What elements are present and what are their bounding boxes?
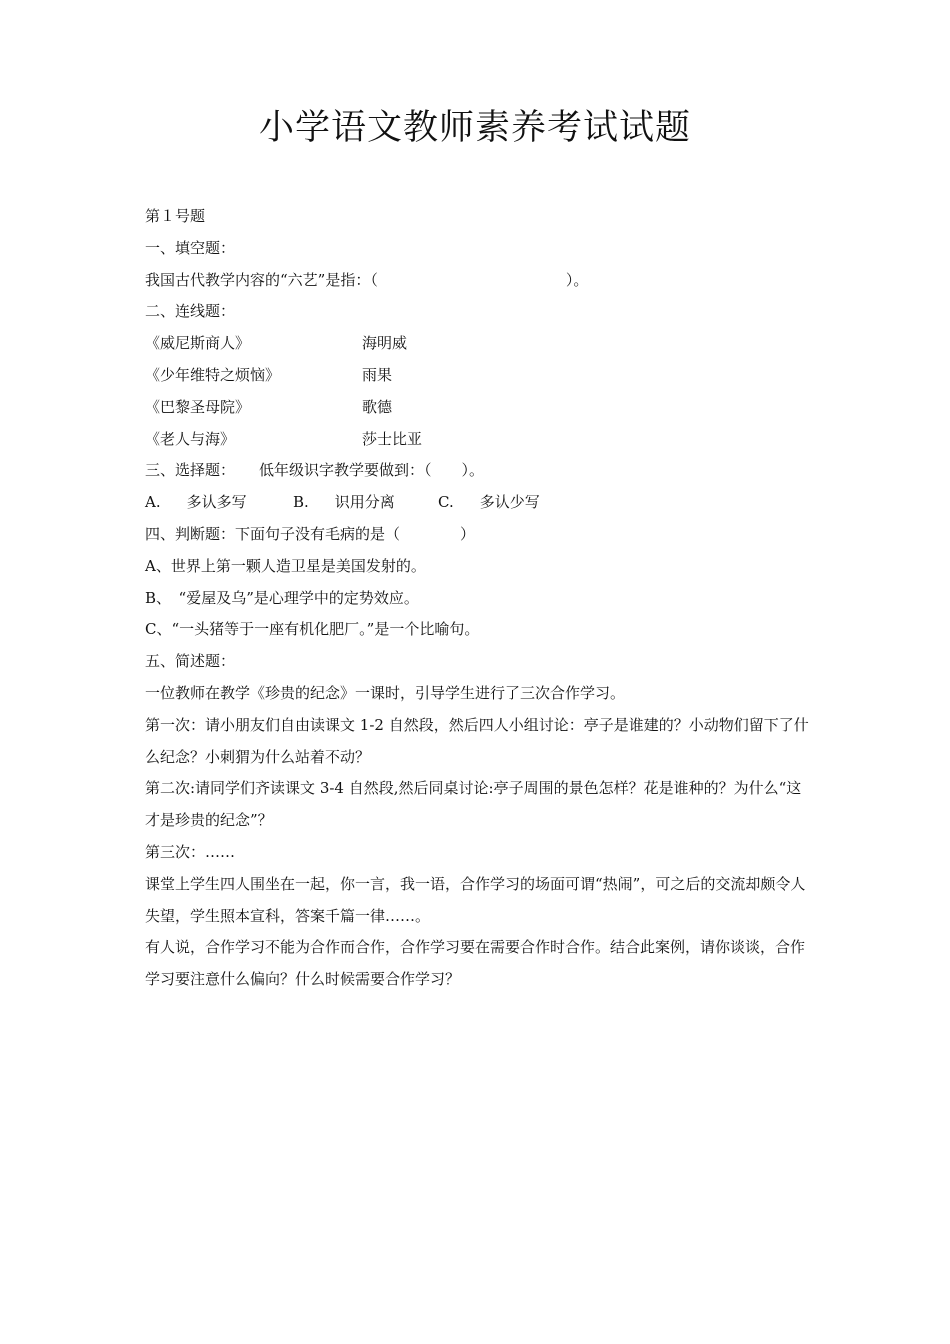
choice-option [293,487,438,519]
case-paragraph: 第二次:请同学们齐读课文 3-4 自然段,然后同桌讨论:亭子周围的景色怎样？花是谁种的？为什么“这才是珍贵的纪念”？ [145,779,802,830]
choice-heading: 三、选择题： [145,461,236,480]
choice-question-text: 低年级识字教学要做到：（ ）。 [259,461,485,480]
matching-heading: 二、连线题： [145,302,236,321]
matching-author: 雨果 [362,365,393,384]
matching-row [145,360,815,392]
matching-author: 莎士比亚 [362,429,423,448]
choice-options [145,487,815,519]
choice-option-letter: B. [293,493,309,512]
judge-option: C、“一头猪等于一座有机化肥厂。”是一个比喻句。 [145,620,480,639]
fill-blank-heading: 一、填空题： [145,238,236,257]
question-number: 第１号题 [145,207,206,225]
exam-body [145,201,815,996]
choice-option [145,487,293,519]
choice-option-letter: A. [145,493,161,512]
short-answer-heading: 五、简述题： [145,652,236,671]
case-paragraph: 课堂上学生四人围坐在一起，你一言，我一语，合作学习的场面可谓“热闹”，可之后的交流却颇令人失望，学生照本宣科，答案千篇一律……。 [145,874,806,925]
fill-blank-text: 我国古代教学内容的“六艺”是指：（ [145,270,378,289]
matching-author: 海明威 [362,334,408,353]
fill-blank-close: ）。 [565,270,589,289]
choice-option [438,487,540,519]
case-question: 有人说，合作学习不能为合作而合作，合作学习要在需要合作时合作。结合此案例，请你谈谈，合作学习要注意什么偏向？什么时候需要合作学习？ [145,938,806,989]
matching-row [145,424,815,456]
matching-row [145,328,815,360]
choice-option-text: 多认多写 [186,493,247,512]
case-paragraph: 一位教师在教学《珍贵的纪念》一课时，引导学生进行了三次合作学习。 [145,683,626,702]
choice-option-text: 识用分离 [334,493,395,512]
matching-author: 歌德 [362,397,393,416]
choice-option-letter: C. [438,493,454,512]
matching-row [145,392,815,424]
choice-option-text: 多认少写 [479,493,540,512]
choice-question [145,455,815,487]
exam-title: 小学语文教师素养考试试题 [258,108,691,148]
fill-blank-question [145,265,815,297]
matching-work: 《巴黎圣母院》 [145,397,251,416]
matching-work: 《少年维特之烦恼》 [145,365,281,384]
judge-option: A、世界上第一颗人造卫星是美国发射的。 [145,556,426,575]
judge-heading: 四、判断题：下面句子没有毛病的是（ ） [145,524,476,543]
case-paragraph: 第三次：…… [145,842,236,861]
matching-work: 《老人与海》 [145,429,236,448]
matching-work: 《威尼斯商人》 [145,334,251,353]
case-paragraph: 第一次：请小朋友们自由读课文 1-2 自然段，然后四人小组讨论：亭子是谁建的？小动物们留下了什么纪念？小刺猬为什么站着不动？ [145,715,809,766]
judge-option: B、 “爱屋及乌”是心理学中的定势效应。 [145,588,419,607]
